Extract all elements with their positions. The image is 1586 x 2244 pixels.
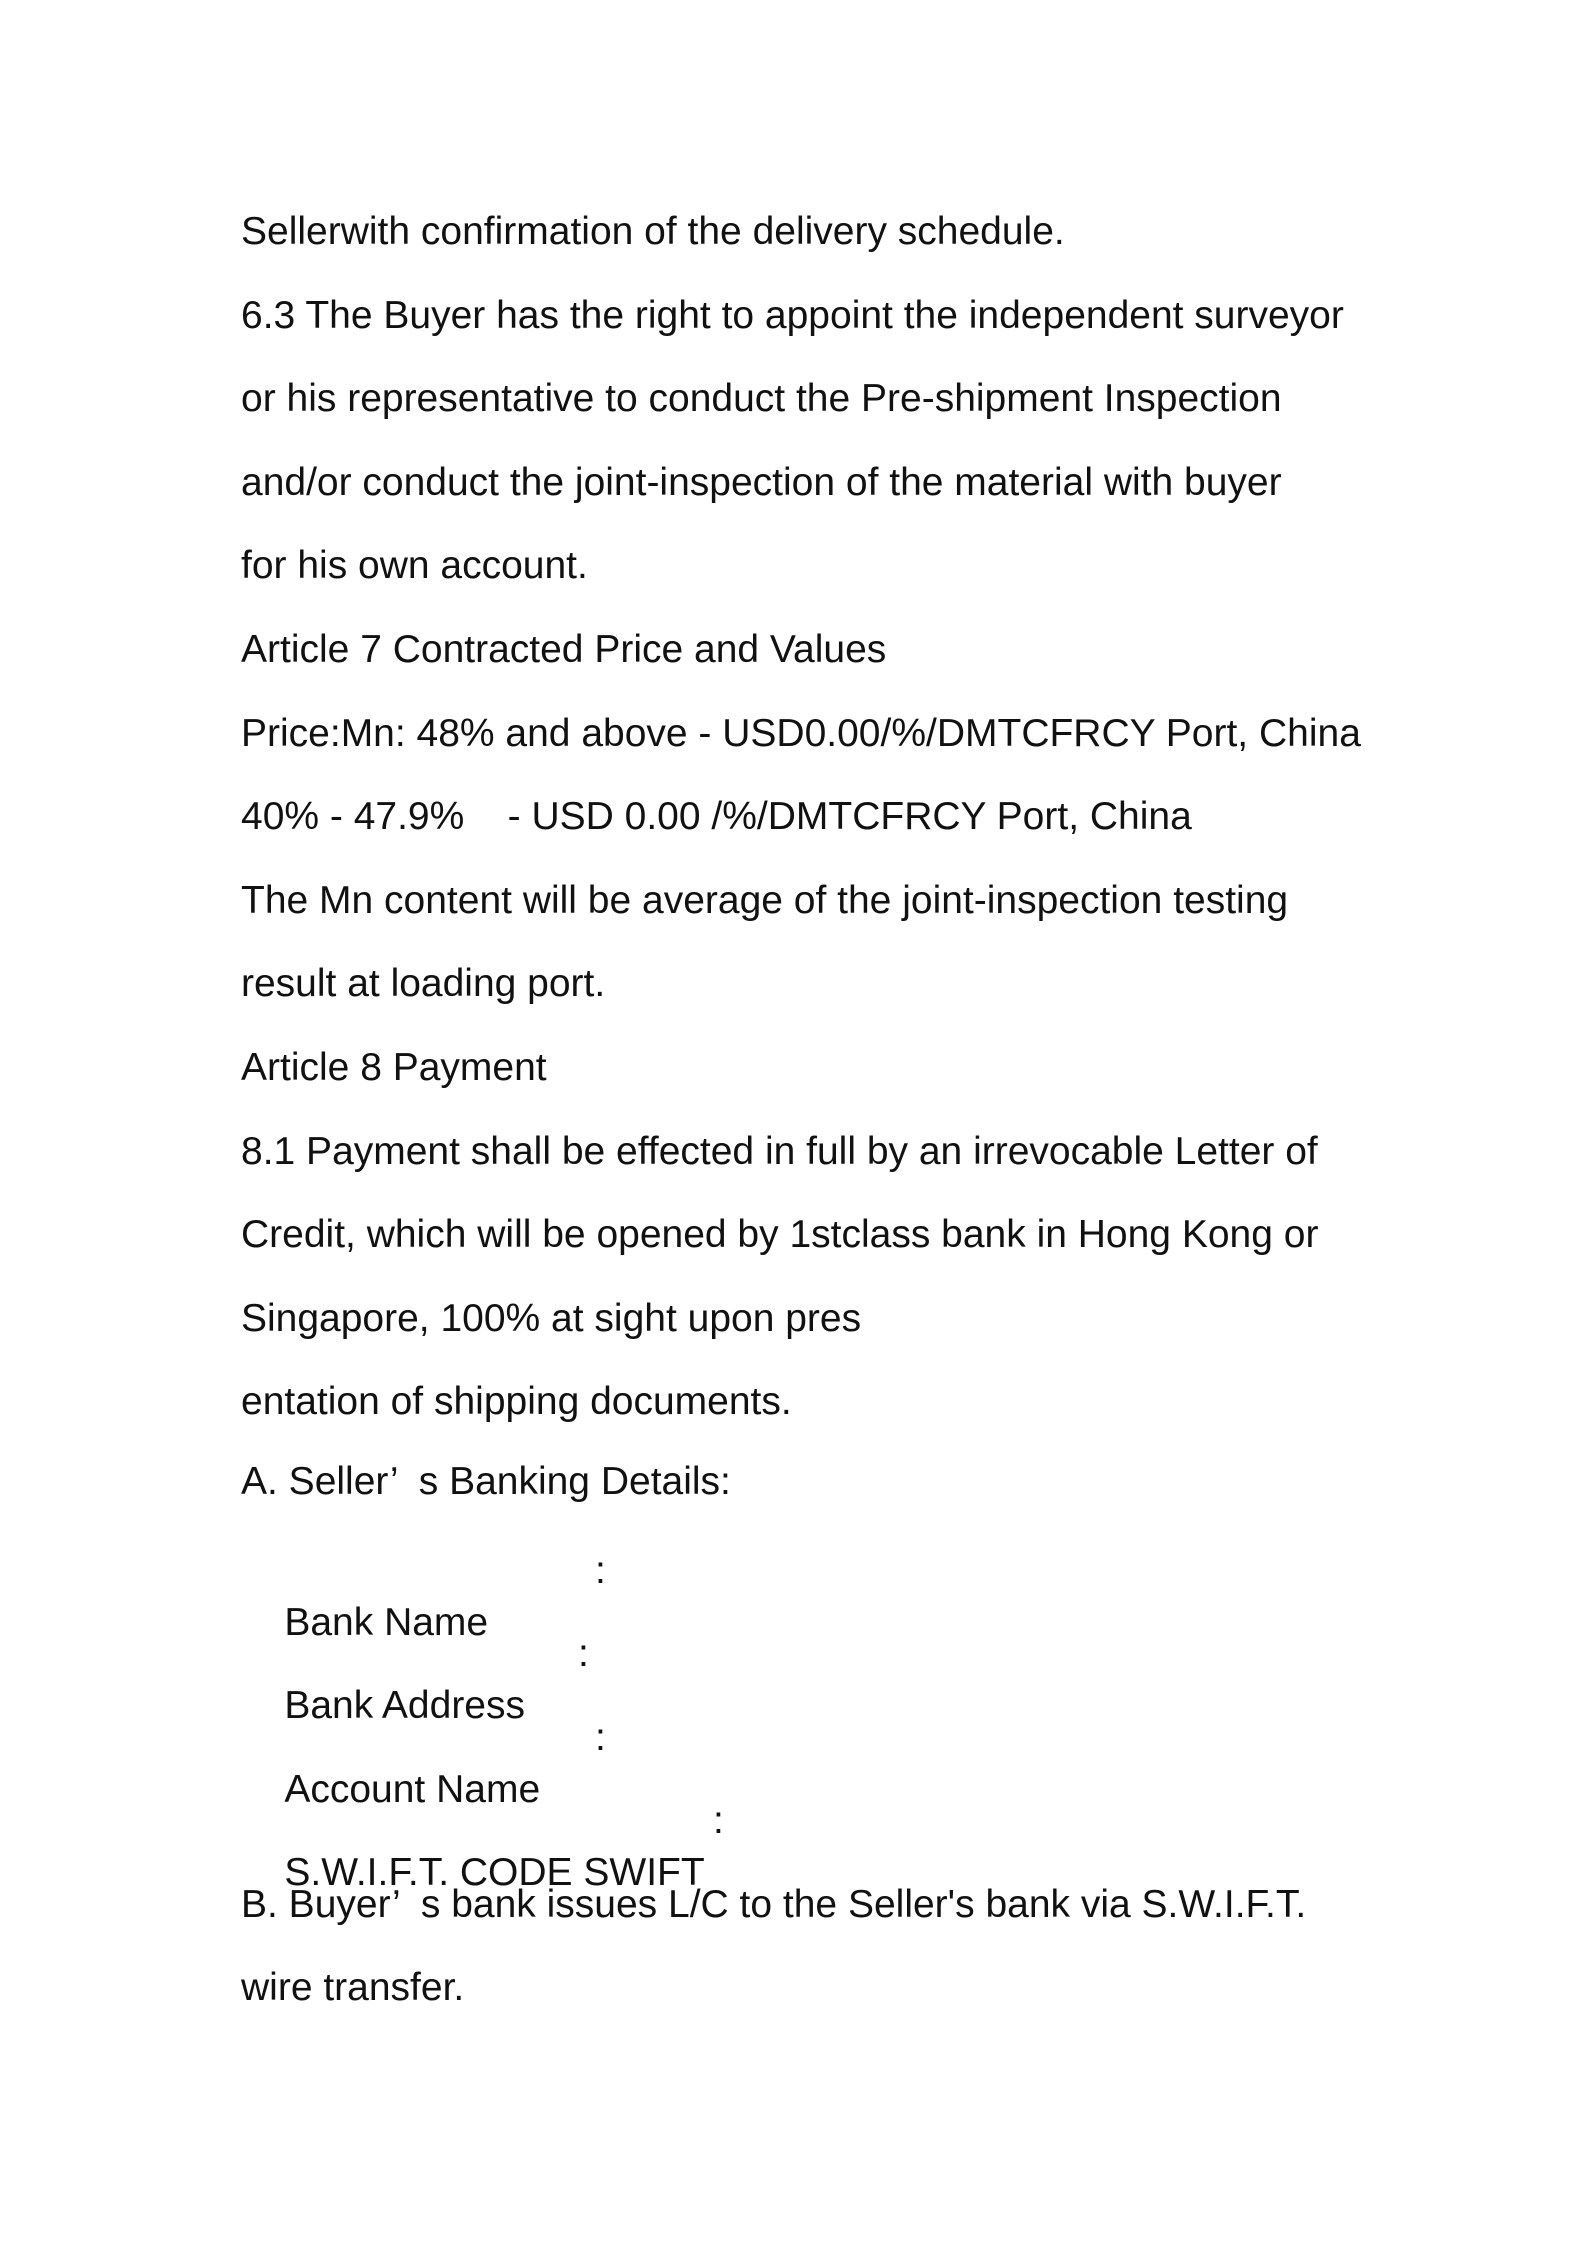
text-line: for his own account.: [241, 544, 588, 587]
text-line: Sellerwith confirmation of the delivery schedule.: [241, 210, 1065, 253]
swift-code-label: S.W.I.F.T. CODE SWIFT: [284, 1851, 705, 1894]
text-line: 8.1 Payment shall be effected in full by an irrevocable Letter of: [241, 1130, 1318, 1173]
bank-address-label: Bank Address: [284, 1684, 525, 1727]
text-line: The Mn content will be average of the joint-inspection testing: [241, 879, 1289, 922]
text-line: 40% - 47.9% - USD 0.00 /%/DMTCFRCY Port, China: [241, 795, 1192, 838]
swift-code-colon: :: [713, 1799, 724, 1842]
bank-name-colon: :: [595, 1549, 606, 1592]
article-7-heading: Article 7 Contracted Price and Values: [241, 628, 887, 671]
text-line: entation of shipping documents.: [241, 1380, 792, 1423]
banking-details-heading: A. Seller’ s Banking Details:: [241, 1460, 731, 1503]
bank-name-label: Bank Name: [284, 1601, 489, 1644]
text-line: 6.3 The Buyer has the right to appoint the independent surveyor: [241, 294, 1344, 337]
text-line: wire transfer.: [241, 1966, 465, 2009]
text-line: result at loading port.: [241, 962, 606, 1005]
text-line: B. Buyer’ s bank issues L/C to the Seller's bank via S.W.I.F.T.: [241, 1883, 1307, 1926]
article-8-heading: Article 8 Payment: [241, 1046, 547, 1089]
bank-address-colon: :: [578, 1632, 589, 1675]
text-line: Price:Mn: 48% and above - USD0.00/%/DMTCFRCY Port, China: [241, 712, 1361, 755]
text-line: Singapore, 100% at sight upon pres: [241, 1297, 862, 1340]
text-line: or his representative to conduct the Pre-shipment Inspection: [241, 377, 1282, 420]
account-name-colon: :: [595, 1716, 606, 1759]
account-name-label: Account Name: [284, 1768, 541, 1811]
text-line: Credit, which will be opened by 1stclass bank in Hong Kong or: [241, 1213, 1319, 1256]
text-line: and/or conduct the joint-inspection of the material with buyer: [241, 461, 1282, 504]
